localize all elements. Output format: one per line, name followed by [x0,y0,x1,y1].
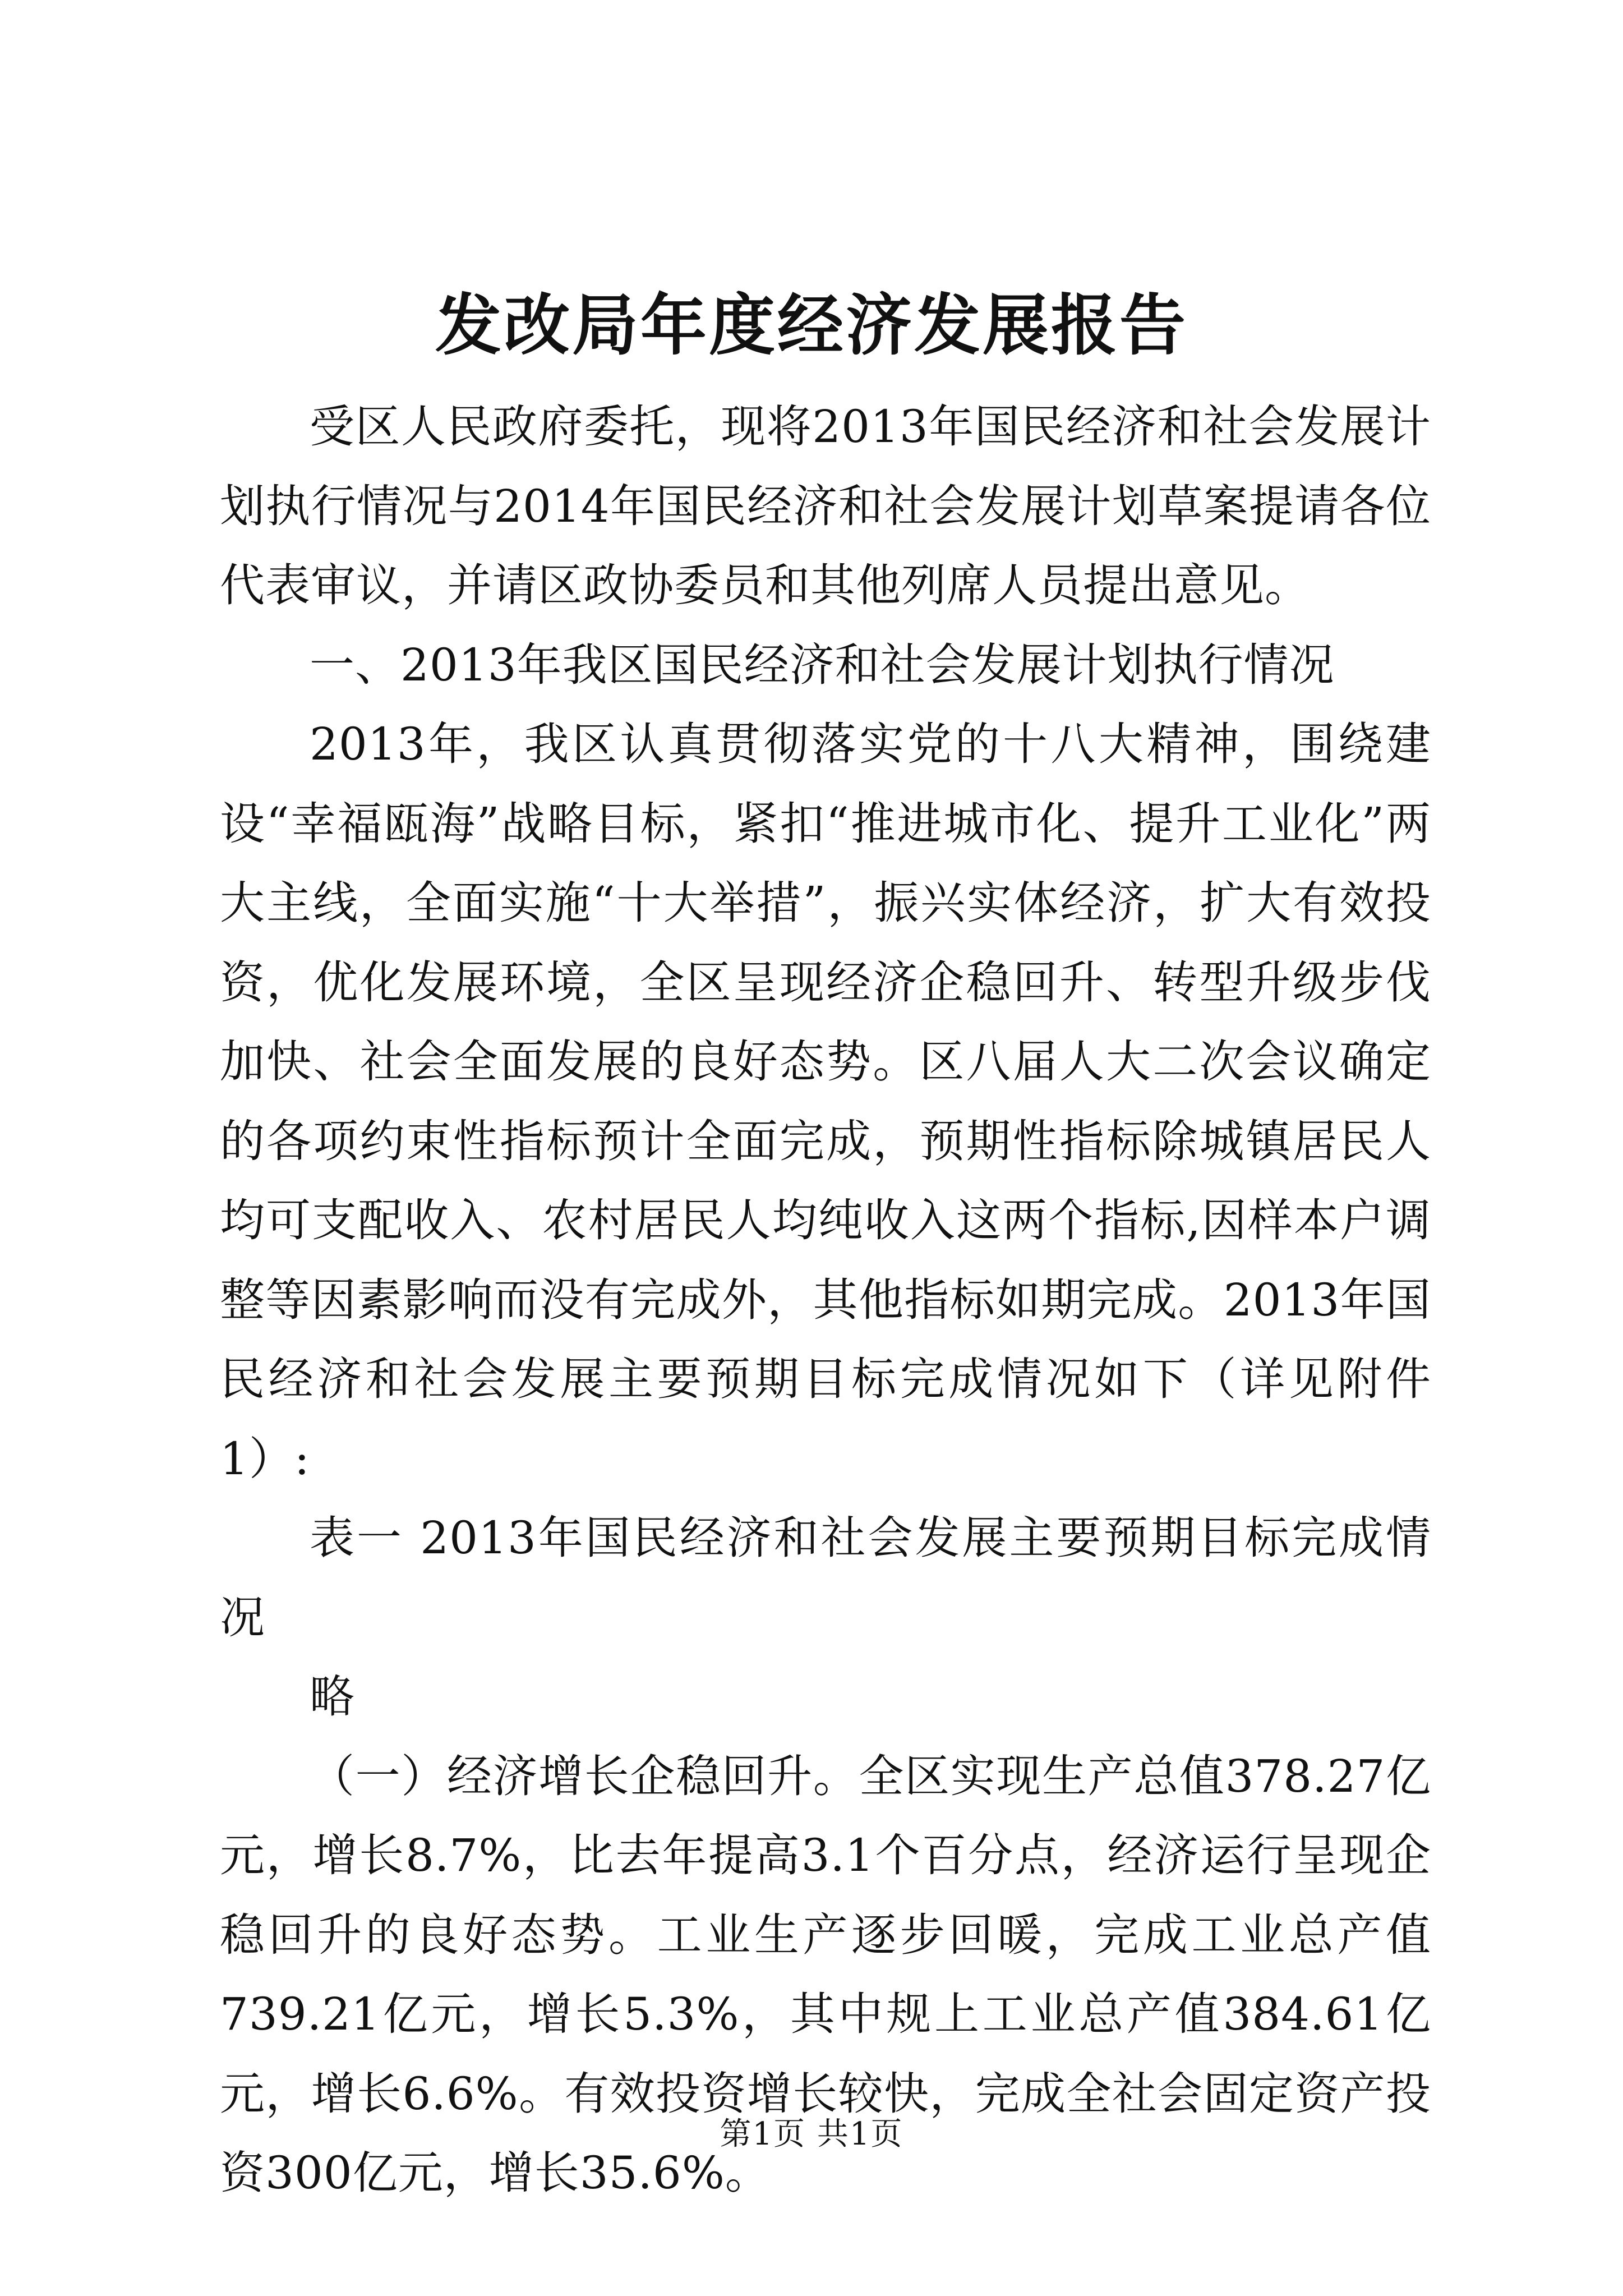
page-footer: 第1页 共1页 [720,2116,903,2152]
table-caption: 表一 2013年国民经济和社会发展主要预期目标完成情况 [220,1512,1431,1644]
table-omitted-note: 略 [310,1671,355,1723]
paragraph-intro: 受区人民政府委托，现将2013年国民经济和社会发展计划执行情况与2014年国民经济和社会发展计划草案提请各位代表审议，并请区政协委员和其他列席人员提出意见。 [220,401,1431,611]
document-body [220,387,1431,2213]
document-title: 发改局年度经济发展报告 [435,286,1188,364]
paragraph-economic-growth: （一）经济增长企稳回升。全区实现生产总值378.27亿元，增长8.7%，比去年提高3.1个百分点，经济运行呈现企稳回升的良好态势。工业生产逐步回暖，完成工业总产值739.21亿元，增长5.3%，其中规上工业总产值384.61亿元，增长6.6%。有效投资增长较快，完成全社会固定资产投资300亿元，增长35.6%。 [220,1750,1431,2199]
section-heading-1: 一、2013年我区国民经济和社会发展计划执行情况 [310,638,1335,691]
paragraph-overview: 2013年，我区认真贯彻落实党的十八大精神，围绕建设“幸福瓯海”战略目标，紧扣“推进城市化、提升工业化”两大主线，全面实施“十大举措”，振兴实体经济，扩大有效投资，优化发展环境，全区呈现经济企稳回升、转型升级步伐加快、社会全面发展的良好态势。区八届人大二次会议确定的各项约束性指标预计全面完成，预期性指标除城镇居民人均可支配收入、农村居民人均纯收入这两个指标,因样本户调整等因素影响而没有完成外，其他指标如期完成。2013年国民经济和社会发展主要预期目标完成情况如下（详见附件1）: [220,718,1431,1485]
